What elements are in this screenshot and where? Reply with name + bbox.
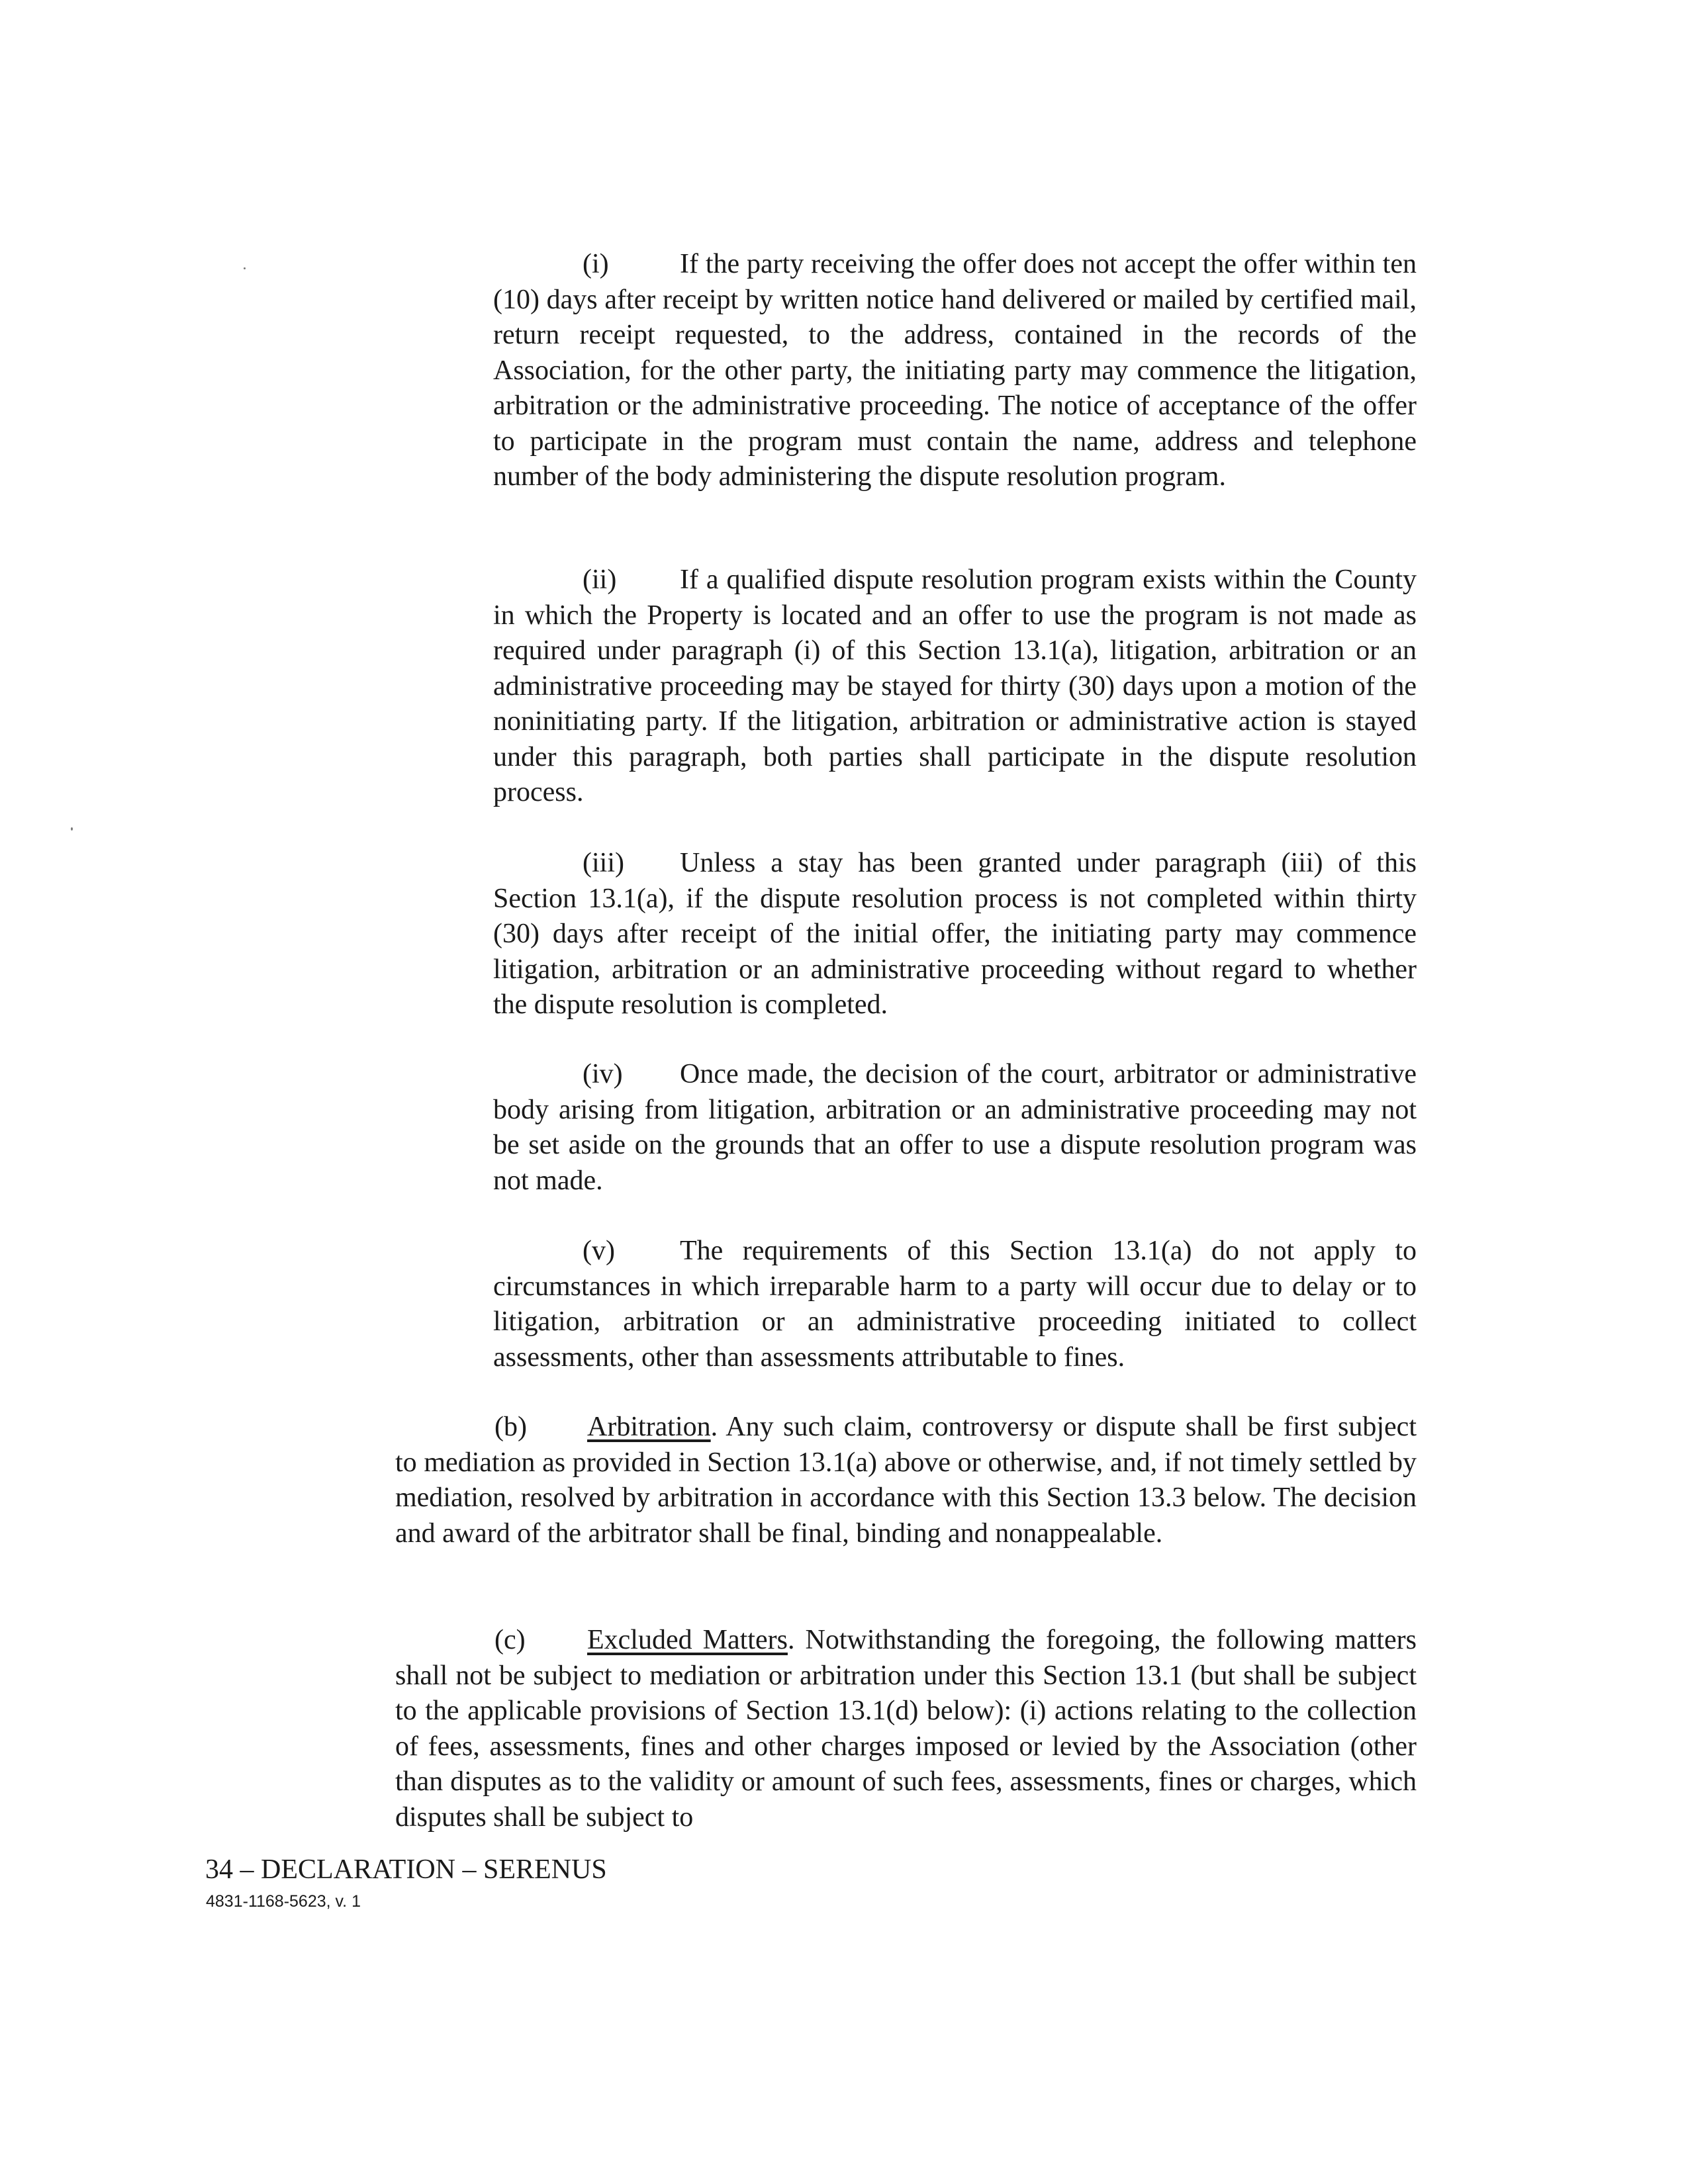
paragraph-label: (ii): [583, 565, 617, 595]
paragraph-text: Once made, the decision of the court, arbitrator or administrative body arising from litigation, arbitration or an administrative proceeding may not be set aside on the grounds that an offer to use a dispute resolution program was not made.: [493, 1059, 1417, 1196]
paragraph-text: If a qualified dispute resolution program exists within the County in which the Property is located and an offer to use the program is not made as required under paragraph (i) of this Section 13.1(a), litigation, arbitration or an administrative proceeding may be stayed for thirty (30) days upon a motion of the noninitiating party. If the litigation, arbitration or administrative action is stayed under this paragraph, both parties shall participate in the dispute resolution process.: [493, 565, 1417, 807]
paragraph-i: [493, 247, 1417, 495]
paragraph-text: . Any such claim, controversy or dispute shall be first subject to mediation as provided in Section 13.1(a) above or otherwise, and, if not timely settled by mediation, resolved by arbitration in accordance with this Section 13.3 below. The decision and award of the arbitrator shall be final, binding and nonappealable.: [395, 1412, 1417, 1549]
section-heading: Arbitration: [587, 1412, 711, 1442]
paragraph-label: (v): [583, 1236, 615, 1266]
footer-title: 34 – DECLARATION – SERENUS: [205, 1854, 607, 1885]
paragraph-iv: [493, 1057, 1417, 1199]
paragraph-text: If the party receiving the offer does not accept the offer within ten (10) days after receipt by written notice hand delivered or mailed by certified mail, return receipt requested, to the address, contained in the records of the Association, for the other party, the initiating party may commence the litigation, arbitration or the administrative proceeding. The notice of acceptance of the offer to participate in the program must contain the name, address and telephone number of the body administering the dispute resolution program.: [493, 249, 1417, 492]
paragraph-ii: [493, 563, 1417, 811]
scan-speck: [71, 827, 73, 831]
paragraph-text: Unless a stay has been granted under paragraph (iii) of this Section 13.1(a), if the dispute resolution process is not completed within thirty (30) days after receipt of the initial offer, the initiating party may commence litigation, arbitration or an administrative proceeding without regard to whether the dispute resolution is completed.: [493, 848, 1417, 1020]
scan-speck: [244, 267, 246, 269]
paragraph-text: . Notwithstanding the foregoing, the following matters shall not be subject to mediation or arbitration under this Section 13.1 (but shall be subject to the applicable provisions of Section 13.1(d) below): (i) actions relating to the collection of fees, assessments, fines and other charges imposed or levied by the Association (other than disputes as to the validity or amount of such fees, assessments, fines or charges, which disputes shall be subject to: [395, 1625, 1417, 1833]
paragraph-b-arbitration: [395, 1410, 1417, 1551]
paragraph-text: The requirements of this Section 13.1(a) do not apply to circumstances in which irreparable harm to a party will occur due to delay or to litigation, arbitration or an administrative proceeding initiated to collect assessments, other than assessments attributable to fines.: [493, 1236, 1417, 1373]
paragraph-label: (iv): [583, 1059, 623, 1089]
paragraph-label: (iii): [583, 848, 624, 878]
paragraph-label: (c): [494, 1625, 526, 1655]
paragraph-label: (i): [583, 249, 609, 279]
section-heading: Excluded Matters: [587, 1625, 788, 1655]
paragraph-c-excluded-matters: [395, 1623, 1417, 1835]
paragraph-v: [493, 1234, 1417, 1375]
paragraph-label: (b): [494, 1412, 527, 1442]
paragraph-iii: [493, 846, 1417, 1023]
footer-document-id: 4831-1168-5623, v. 1: [206, 1892, 361, 1911]
